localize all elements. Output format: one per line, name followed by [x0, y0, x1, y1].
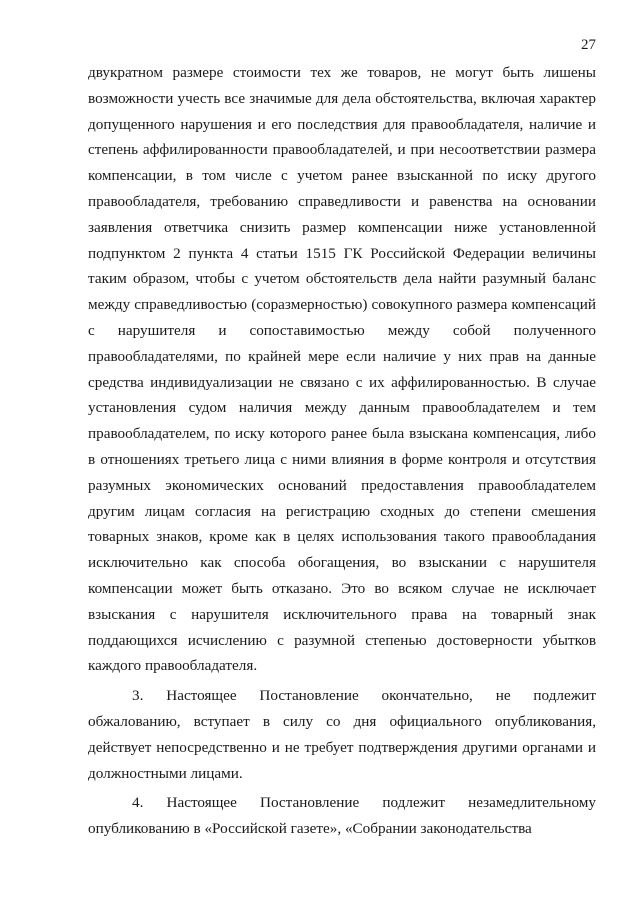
paragraph-item-4: 4. Настоящее Постановление подлежит незамедлительному опубликованию в «Российской газете», «Собрании законодательства	[88, 794, 596, 838]
paragraph-item-3: 3. Настоящее Постановление окончательно, не подлежит обжалованию, вступает в силу со дня официального опубликования, действует непосредственно и не требует подтверждения другими органами и должностными лицами.	[88, 687, 596, 782]
page-number: 27	[581, 37, 596, 53]
document-body	[88, 60, 596, 842]
paragraph-continuation: двукратном размере стоимости тех же товаров, не могут быть лишены возможности учесть все значимые для дела обстоятельства, включая характер допущенного нарушения и его последствия для правообладателя, наличие и степень аффилированности правообладателей, и при несоответствии размера компенсации, в том числе с учетом ранее взысканной по иску другого правообладателя, требованию справедливости и равенства на основании заявления ответчика снизить размер компенсации ниже установленной подпунктом 2 пункта 4 статьи 1515 ГК Российской Федерации величины таким образом, чтобы с учетом обстоятельств дела найти разумный баланс между справедливостью (соразмерностью) совокупного размера компенсаций с нарушителя и сопоставимостью между собой полученного правообладателями, по крайней мере если наличие у них прав на данные средства индивидуализации не связано с их аффилированностью. В случае установления судом наличия между данным правообладателем и тем правообладателем, по иску которого ранее была взыскана компенсация, либо в отношениях третьего лица с ними влияния в форме контроля и отсутствия разумных экономических оснований предоставления правообладателем другим лицам согласия на регистрацию сходных до степени смешения товарных знаков, кроме как в целях использования такого правообладания исключительно как способа обогащения, во взыскании с нарушителя компенсации может быть отказано. Это во всяком случае не исключает взыскания с нарушителя исключительного права на товарный знак поддающихся исчислению с разумной степенью достоверности убытков каждого правообладателя.	[88, 64, 596, 675]
